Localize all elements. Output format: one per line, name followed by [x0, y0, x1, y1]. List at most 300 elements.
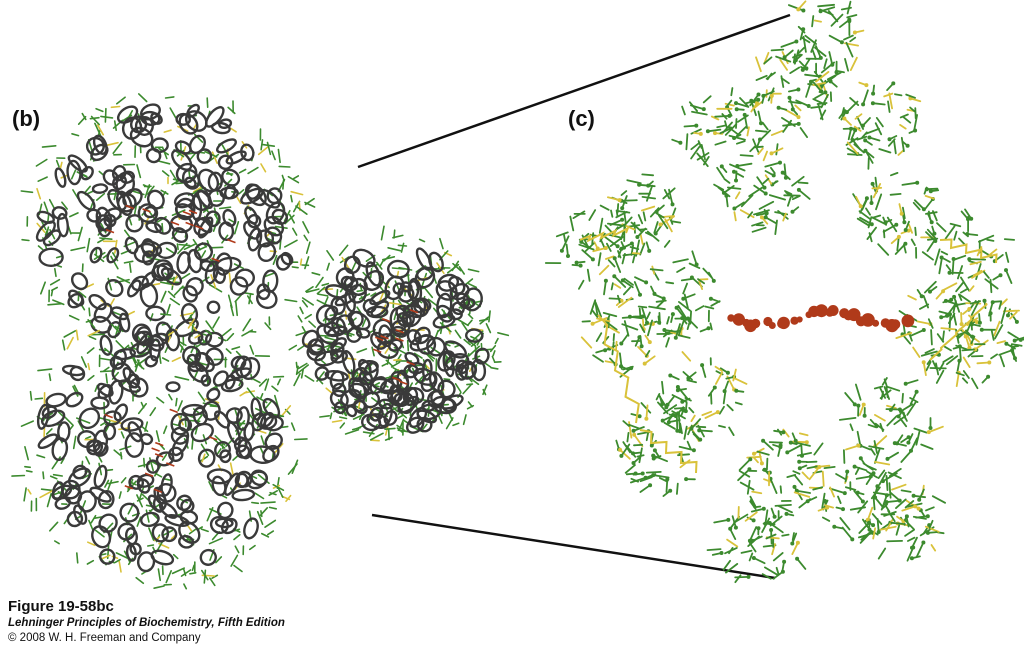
- pigment-atom: [832, 525, 836, 529]
- pigment-stick: [878, 244, 888, 255]
- pigment-atom: [720, 551, 724, 555]
- lipid-stick: [183, 212, 191, 215]
- pigment-stick: [677, 484, 678, 494]
- pigment-stick: [814, 443, 822, 454]
- pigment-stick: [801, 128, 808, 137]
- pigment-stick: [164, 426, 167, 433]
- pigment-stick: [750, 146, 755, 151]
- pigment-stick: [87, 561, 93, 564]
- pigment-atom: [845, 110, 849, 114]
- pigment-stick: [763, 123, 768, 130]
- pigment-atom: [1006, 313, 1010, 317]
- pigment-atom: [643, 362, 647, 366]
- pigment-stick: [309, 321, 315, 327]
- pigment-atom: [674, 336, 678, 340]
- pigment-stick: [954, 315, 956, 325]
- pigment-stick: [300, 308, 303, 314]
- pigment-stick: [210, 578, 215, 585]
- pigment-stick: [54, 475, 63, 476]
- pigment-stick: [750, 553, 753, 560]
- pigment-stick: [891, 194, 901, 195]
- pigment-stick: [119, 492, 121, 498]
- pigment-atom: [897, 414, 901, 418]
- pigment-atom: [791, 210, 795, 214]
- pigment-stick: [992, 331, 994, 340]
- pigment-atom: [750, 539, 754, 543]
- pigment-stick: [172, 358, 180, 362]
- pigment-stick: [913, 348, 919, 358]
- pigment-stick: [564, 235, 565, 241]
- pigment-atom: [796, 88, 800, 92]
- pigment-stick: [680, 447, 694, 451]
- pigment-stick: [821, 7, 835, 11]
- pigment-atom: [700, 363, 704, 367]
- pigment-atom: [891, 81, 895, 85]
- pigment-stick: [144, 459, 145, 467]
- pigment-atom: [757, 526, 761, 530]
- pigment-stick: [623, 317, 636, 318]
- pigment-atom: [794, 40, 798, 44]
- pigment-stick: [782, 535, 788, 536]
- pigment-stick: [639, 307, 647, 308]
- pigment-stick: [838, 497, 841, 504]
- pigment-stick: [813, 50, 816, 59]
- pigment-stick: [78, 227, 82, 240]
- pigment-atom: [604, 279, 608, 283]
- pigment-stick: [240, 170, 246, 173]
- pigment-atom: [912, 494, 916, 498]
- pigment-stick: [390, 303, 401, 305]
- pigment-stick: [635, 282, 640, 295]
- pigment-stick: [252, 503, 258, 504]
- pigment-stick: [943, 283, 956, 290]
- pigment-atom: [781, 171, 785, 175]
- pigment-atom: [885, 493, 889, 497]
- pigment-atom: [864, 83, 868, 87]
- pigment-atom: [856, 491, 860, 495]
- pigment-stick: [836, 474, 845, 479]
- pigment-atom: [728, 527, 732, 531]
- pigment-stick: [771, 168, 775, 173]
- helix-ribbon: [71, 463, 89, 480]
- pigment-stick: [31, 392, 32, 400]
- pigment-atom: [987, 361, 991, 365]
- pigment-stick: [891, 173, 898, 175]
- pigment-atom: [684, 477, 688, 481]
- pigment-atom: [917, 507, 921, 511]
- pigment-stick: [47, 429, 52, 434]
- pigment-stick: [600, 219, 603, 233]
- pigment-atom: [845, 470, 849, 474]
- pigment-atom: [926, 514, 930, 518]
- pigment-stick: [202, 529, 209, 531]
- pigment-stick: [729, 428, 734, 436]
- pigment-atom: [613, 256, 617, 260]
- pigment-stick: [357, 291, 363, 292]
- pigment-stick: [897, 525, 900, 534]
- pigment-stick: [268, 143, 271, 155]
- pigment-stick: [999, 350, 1012, 355]
- pigment-stick: [742, 551, 752, 553]
- pigment-stick: [243, 319, 250, 331]
- pigment-stick: [793, 471, 799, 474]
- pigment-stick: [908, 296, 916, 300]
- pigment-stick: [876, 194, 881, 209]
- lipid-atom: [769, 322, 776, 329]
- pigment-stick: [261, 140, 262, 150]
- pigment-atom: [619, 454, 623, 458]
- pigment-stick: [279, 166, 290, 167]
- pigment-atom: [1010, 348, 1014, 352]
- pigment-stick: [37, 455, 45, 457]
- pigment-stick: [770, 195, 785, 200]
- pigment-stick: [735, 575, 740, 582]
- helix-ribbon: [158, 500, 179, 520]
- pigment-stick: [923, 252, 933, 260]
- pigment-stick: [261, 436, 264, 444]
- pigment-atom: [668, 489, 672, 493]
- pigment-atom: [807, 104, 811, 108]
- pigment-stick: [240, 392, 247, 396]
- pigment-stick: [851, 507, 865, 509]
- pigment-atom: [853, 402, 857, 406]
- pigment-stick: [424, 287, 433, 298]
- pigment-stick: [618, 204, 619, 213]
- pigment-stick: [779, 506, 792, 512]
- pigment-stick: [928, 239, 937, 240]
- pigment-stick: [939, 258, 942, 273]
- pigment-atom: [801, 9, 805, 13]
- pigment-stick: [642, 174, 653, 175]
- pigment-stick: [397, 415, 403, 418]
- pigment-atom: [850, 537, 854, 541]
- pigment-atom: [789, 441, 793, 445]
- pigment-atom: [861, 124, 865, 128]
- pigment-stick: [917, 543, 924, 557]
- pigment-stick: [946, 226, 955, 238]
- pigment-stick: [682, 107, 685, 115]
- pigment-atom: [662, 328, 666, 332]
- chlorophyll-cluster: [546, 210, 640, 294]
- pigment-stick: [596, 349, 609, 353]
- pigment-atom: [857, 444, 861, 448]
- pigment-stick: [382, 364, 387, 366]
- pigment-stick: [285, 300, 297, 302]
- pigment-stick: [772, 131, 783, 135]
- pigment-stick: [964, 358, 970, 368]
- pigment-stick: [25, 467, 30, 468]
- pigment-stick: [646, 405, 647, 418]
- pigment-stick: [346, 430, 359, 434]
- pigment-atom: [653, 292, 657, 296]
- pigment-stick: [972, 379, 978, 389]
- pigment-stick: [634, 445, 642, 446]
- pigment-stick: [843, 528, 853, 540]
- pigment-atom: [734, 389, 738, 393]
- pigment-stick: [689, 408, 693, 413]
- pigment-stick: [647, 472, 661, 473]
- pigment-stick: [260, 448, 263, 454]
- pigment-atom: [819, 89, 823, 93]
- pigment-atom: [867, 136, 871, 140]
- pigment-atom: [909, 449, 913, 453]
- pigment-stick: [298, 346, 305, 350]
- pigment-atom: [619, 342, 623, 346]
- pigment-atom: [778, 445, 782, 449]
- pigment-atom: [735, 107, 739, 111]
- pigment-stick: [653, 475, 668, 477]
- pigment-atom: [784, 176, 788, 180]
- pigment-atom: [676, 388, 680, 392]
- pigment-atom: [783, 55, 787, 59]
- pigment-stick: [767, 459, 768, 470]
- pigment-atom: [734, 101, 738, 105]
- helix-ribbon: [99, 335, 113, 356]
- pigment-stick: [327, 263, 329, 270]
- pigment-atom: [772, 173, 776, 177]
- pigment-stick: [824, 59, 827, 68]
- helix-ribbon: [221, 209, 237, 228]
- pigment-stick: [333, 421, 342, 423]
- pigment-stick: [917, 321, 930, 324]
- pigment-stick: [408, 341, 409, 351]
- pigment-stick: [1001, 356, 1005, 366]
- pigment-stick: [889, 93, 892, 108]
- pigment-stick: [642, 207, 654, 211]
- pigment-stick: [167, 248, 174, 252]
- helix-ribbon: [182, 404, 204, 416]
- trimer-monomer: [12, 305, 307, 589]
- pigment-stick: [987, 240, 993, 241]
- pigment-stick: [170, 108, 176, 118]
- pigment-stick: [818, 103, 827, 104]
- pigment-stick: [162, 224, 163, 234]
- pigment-stick: [618, 296, 620, 303]
- pigment-atom: [785, 450, 789, 454]
- helix-ribbon: [96, 511, 120, 535]
- pigment-stick: [884, 94, 892, 97]
- pigment-stick: [845, 393, 855, 404]
- pigment-stick: [51, 280, 60, 285]
- pigment-stick: [111, 299, 115, 305]
- pigment-stick: [910, 330, 923, 336]
- helix-ribbon: [87, 292, 108, 311]
- helix-ribbon: [341, 350, 357, 375]
- lipid-stick: [152, 448, 160, 451]
- pigment-stick: [903, 117, 910, 123]
- pigment-atom: [1013, 356, 1017, 360]
- pigment-atom: [904, 228, 908, 232]
- pigment-stick: [999, 302, 1001, 309]
- pigment-atom: [630, 242, 634, 246]
- pigment-stick: [493, 351, 495, 356]
- pigment-stick: [943, 331, 944, 341]
- pigment-stick: [495, 339, 498, 344]
- pigment-atom: [903, 242, 907, 246]
- pigment-atom: [709, 297, 713, 301]
- pigment-stick: [88, 364, 89, 370]
- pigment-atom: [678, 141, 682, 145]
- pigment-atom: [922, 360, 926, 364]
- pigment-atom: [796, 7, 800, 11]
- pigment-stick: [91, 516, 95, 523]
- pigment-stick: [169, 292, 175, 298]
- pigment-stick: [793, 533, 794, 540]
- pigment-stick: [296, 363, 297, 368]
- pigment-atom: [653, 448, 657, 452]
- pigment-stick: [261, 502, 275, 503]
- pigment-stick: [945, 347, 951, 351]
- pigment-stick: [283, 181, 284, 189]
- helix-ribbon: [75, 189, 97, 212]
- pigment-atom: [644, 280, 648, 284]
- chlorophyll-cluster: [923, 209, 1014, 311]
- pigment-stick: [866, 129, 879, 134]
- pigment-atom: [870, 201, 874, 205]
- pigment-stick: [678, 454, 689, 455]
- carotenoid-chain: [640, 430, 697, 473]
- pigment-atom: [702, 107, 706, 111]
- pigment-stick: [87, 239, 89, 252]
- pigment-stick: [157, 398, 164, 403]
- pigment-atom: [662, 297, 666, 301]
- pigment-stick: [736, 192, 740, 198]
- helix-ribbon: [195, 147, 214, 166]
- pigment-stick: [111, 107, 119, 108]
- pigment-atom: [699, 132, 703, 136]
- pigment-stick: [115, 241, 117, 254]
- pigment-stick: [798, 453, 811, 456]
- pigment-atom: [853, 465, 857, 469]
- pigment-stick: [895, 94, 902, 95]
- helix-ribbon: [183, 275, 205, 298]
- pigment-atom: [825, 506, 829, 510]
- helix-ribbon: [45, 392, 67, 408]
- pigment-stick: [898, 151, 903, 155]
- pigment-stick: [604, 281, 606, 295]
- pigment-stick: [955, 256, 965, 260]
- pigment-atom: [925, 187, 929, 191]
- pigment-stick: [278, 379, 281, 384]
- pigment-stick: [702, 412, 711, 415]
- pigment-stick: [486, 324, 490, 333]
- pigment-stick: [146, 510, 149, 522]
- pigment-stick: [137, 165, 140, 177]
- pigment-stick: [616, 342, 617, 350]
- pigment-stick: [921, 445, 932, 450]
- pigment-stick: [77, 553, 78, 563]
- pigment-atom: [760, 215, 764, 219]
- pigment-stick: [469, 314, 473, 318]
- pigment-atom: [906, 144, 910, 148]
- pigment-stick: [248, 168, 258, 174]
- pigment-atom: [809, 80, 813, 84]
- pigment-atom: [888, 137, 892, 141]
- chlorophyll-cluster: [635, 251, 720, 346]
- book-title: Lehninger Principles of Biochemistry, Fifth Edition: [8, 617, 285, 629]
- pigment-stick: [914, 429, 926, 433]
- pigment-atom: [1013, 339, 1017, 343]
- pigment-stick: [1001, 299, 1007, 304]
- pigment-stick: [830, 36, 842, 43]
- pigment-atom: [638, 293, 642, 297]
- pigment-stick: [301, 259, 302, 265]
- pigment-atom: [760, 461, 764, 465]
- pigment-stick: [161, 292, 166, 303]
- pigment-atom: [635, 235, 639, 239]
- pigment-atom: [671, 202, 675, 206]
- pigment-stick: [871, 449, 875, 455]
- pigment-stick: [158, 569, 160, 580]
- pigment-atom: [939, 315, 943, 319]
- pigment-stick: [840, 418, 856, 420]
- pigment-atom: [788, 96, 792, 100]
- pigment-stick: [851, 58, 857, 70]
- pigment-stick: [70, 316, 79, 320]
- pigment-stick: [468, 320, 472, 325]
- pigment-stick: [582, 250, 593, 259]
- chlorophyll-cluster: [851, 472, 945, 560]
- pigment-atom: [759, 121, 763, 125]
- pigment-stick: [991, 280, 992, 293]
- pigment-stick: [625, 321, 629, 336]
- pigment-stick: [764, 152, 768, 161]
- pigment-stick: [359, 402, 360, 408]
- pigment-atom: [604, 246, 608, 250]
- pigment-stick: [756, 131, 767, 132]
- pigment-stick: [192, 439, 193, 449]
- pigment-stick: [703, 269, 711, 277]
- pigment-stick: [599, 253, 601, 265]
- pigment-stick: [829, 11, 838, 21]
- pigment-stick: [37, 189, 40, 199]
- pigment-stick: [787, 475, 795, 477]
- pigment-stick: [220, 207, 231, 208]
- pigment-stick: [615, 258, 621, 272]
- pigment-stick: [612, 283, 613, 289]
- pigment-stick: [226, 349, 231, 353]
- pigment-stick: [213, 317, 219, 328]
- pigment-stick: [639, 215, 643, 223]
- pigment-stick: [627, 446, 636, 457]
- pigment-stick: [954, 232, 956, 240]
- trimer-monomer: [289, 226, 508, 440]
- pigment-stick: [388, 248, 400, 251]
- pigment-stick: [71, 247, 85, 250]
- pigment-stick: [305, 376, 313, 381]
- pigment-stick: [43, 146, 56, 147]
- pigment-atom: [668, 374, 672, 378]
- pigment-stick: [937, 223, 946, 231]
- pigment-stick: [727, 540, 737, 547]
- pigment-stick: [724, 392, 726, 404]
- pigment-stick: [715, 116, 729, 117]
- helix-ribbon: [198, 548, 218, 568]
- pigment-stick: [52, 288, 57, 291]
- pigment-stick: [799, 183, 808, 184]
- pigment-stick: [167, 305, 170, 314]
- pigment-atom: [795, 557, 799, 561]
- pigment-stick: [43, 472, 44, 479]
- pigment-stick: [734, 212, 735, 220]
- pigment-atom: [861, 500, 865, 504]
- pigment-stick: [63, 340, 65, 350]
- pigment-stick: [737, 141, 745, 144]
- pigment-stick: [593, 355, 603, 362]
- pigment-stick: [673, 259, 688, 262]
- pigment-stick: [320, 416, 329, 417]
- pigment-stick: [687, 380, 696, 382]
